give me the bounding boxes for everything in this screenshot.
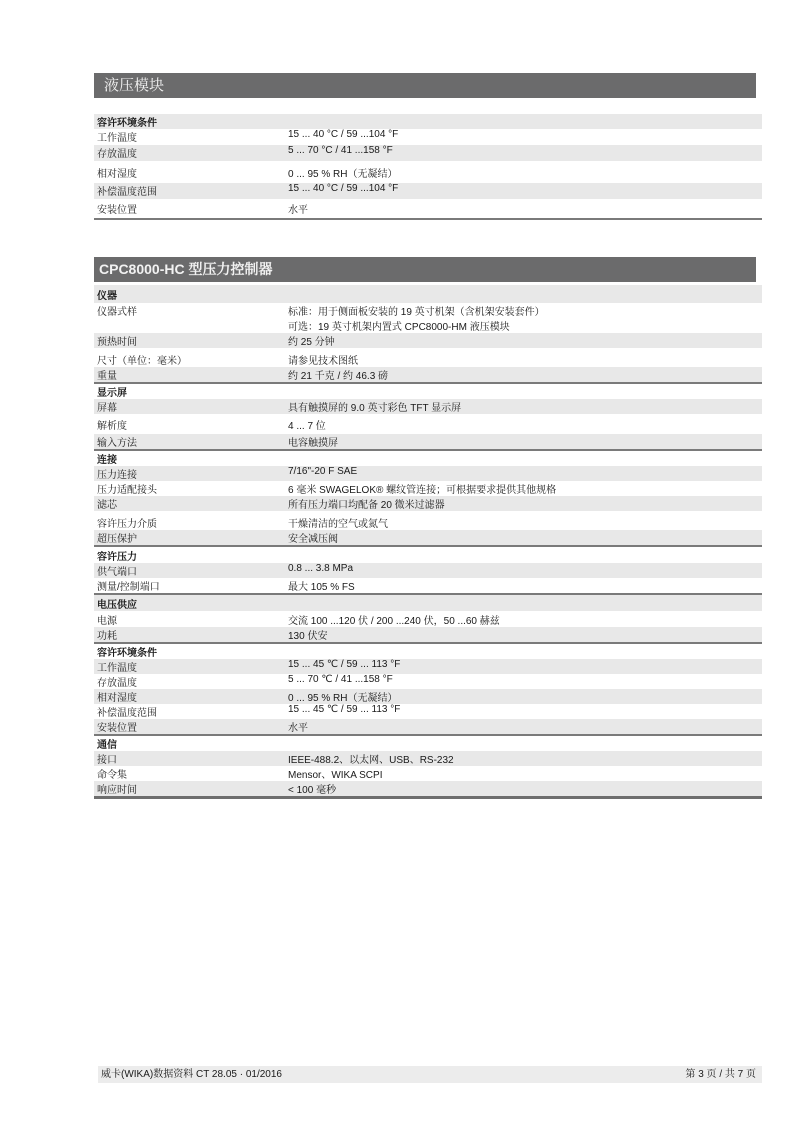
table-row: [94, 496, 762, 511]
spec-label: 响应时间: [94, 781, 285, 798]
spec-value: 15 ... 45 ℃ / 59 ... 113 °F: [285, 659, 762, 674]
spec-value: Mensor、WIKA SCPI: [288, 770, 383, 781]
table-row: [94, 781, 762, 798]
spec-label: 仪器式样: [97, 307, 137, 318]
table-row: [94, 674, 762, 689]
table-row: [94, 611, 762, 627]
spec-label: 压力适配接头: [97, 485, 157, 496]
group-title: 容许压力: [97, 551, 137, 563]
group-header-row: [94, 546, 762, 563]
group-header-row: [94, 285, 762, 303]
table-row: [94, 303, 762, 333]
group-header-row: [94, 735, 762, 751]
page-footer: [98, 1066, 762, 1083]
spec-value: 交流 100 ...120 伏 / 200 ...240 伏，50 ...60 赫兹: [288, 615, 500, 627]
spec-value: 15 ... 40 °C / 59 ...104 °F: [285, 183, 762, 199]
spec-value: 水平: [285, 199, 762, 219]
table-row: [94, 511, 762, 530]
spec-value: 约 21 千克 / 约 46.3 磅: [285, 367, 762, 383]
table-row: [94, 530, 762, 546]
hydraulic-module-spec-table: [94, 114, 762, 220]
spec-label: 滤芯: [94, 496, 285, 511]
spec-value: 具有触摸屏的 9.0 英寸彩色 TFT 显示屏: [285, 399, 762, 414]
group-header-row: [94, 643, 762, 659]
spec-value: 约 25 分钟: [285, 333, 762, 348]
spec-value: 130 伏安: [285, 627, 762, 643]
spec-label: 工作温度: [97, 133, 137, 144]
table-row: [94, 578, 762, 594]
table-row: [94, 466, 762, 481]
spec-value: 5 ... 70 ℃ / 41 ...158 °F: [288, 674, 393, 685]
group-title: 容许环境条件: [97, 648, 157, 659]
table-row: [94, 333, 762, 348]
spec-label: 存放温度: [97, 678, 137, 689]
spec-label: 解析度: [97, 420, 127, 432]
table-row: [94, 129, 762, 145]
spec-label: 容许压力介质: [97, 519, 157, 530]
spec-value: 6 毫米 SWAGELOK® 螺纹管连接；可根据要求提供其他规格: [288, 485, 557, 496]
spec-label: 安装位置: [94, 719, 285, 735]
footer-document-id: 威卡(WIKA)数据资料 CT 28.05 · 01/2016: [101, 1069, 282, 1080]
spec-value: 15 ... 45 ℃ / 59 ... 113 °F: [288, 704, 401, 715]
spec-value: 所有压力端口均配备 20 微米过滤器: [285, 496, 762, 511]
spec-label: 测量/控制端口: [94, 578, 285, 594]
spec-label: 电源: [97, 615, 117, 627]
spec-value: 0 ... 95 % RH（无凝结）: [285, 689, 762, 704]
spec-value: 电容触摸屏: [285, 434, 762, 450]
group-header-row: [94, 383, 762, 399]
spec-label: 压力连接: [94, 466, 285, 481]
spec-value: 安全减压阀: [285, 530, 762, 546]
spec-label: 相对湿度: [94, 689, 285, 704]
table-row: [94, 766, 762, 781]
spec-value: 7/16"-20 F SAE: [285, 466, 762, 481]
spec-value: < 100 毫秒: [285, 781, 762, 798]
spec-value: 水平: [285, 719, 762, 735]
spec-label: 功耗: [94, 627, 285, 643]
section-title-hydraulic-module: 液压模块: [94, 73, 756, 98]
spec-value-line: 标准：用于侧面板安装的 19 英寸机架（含机架安装套件）: [288, 307, 545, 318]
group-header-row: [94, 114, 762, 129]
group-title: 显示屏: [97, 388, 127, 399]
spec-label: 命令集: [97, 770, 127, 781]
spec-label: 安装位置: [94, 199, 285, 219]
table-row: [94, 627, 762, 643]
table-row: [94, 689, 762, 704]
controller-spec-table: [94, 285, 762, 799]
footer-page-number: 第 3 页 / 共 7 页: [685, 1069, 756, 1080]
spec-value: 5 ... 70 °C / 41 ...158 °F: [285, 145, 762, 161]
table-row: [94, 199, 762, 219]
group-title: 容许环境条件: [94, 114, 762, 129]
group-header-row: [94, 450, 762, 466]
table-row: [94, 481, 762, 496]
table-row: [94, 348, 762, 367]
spec-label: 补偿温度范围: [97, 708, 157, 719]
table-row: [94, 434, 762, 450]
group-title: 通信: [97, 740, 117, 751]
spec-label: 重量: [94, 367, 285, 383]
spec-label: 输入方法: [94, 434, 285, 450]
spec-label: 超压保护: [94, 530, 285, 546]
spec-value: 0.8 ... 3.8 MPa: [285, 563, 762, 578]
spec-value: 干燥清洁的空气或氮气: [288, 519, 388, 530]
spec-value: 0 ... 95 % RH（无凝结）: [288, 168, 398, 180]
group-title: 电压供应: [94, 594, 762, 611]
spec-value: 4 ... 7 位: [288, 420, 326, 432]
spec-value-line: 可选：19 英寸机架内置式 CPC8000-HM 液压模块: [288, 322, 510, 333]
spec-label: 接口: [94, 751, 285, 766]
table-row: [94, 414, 762, 434]
table-row: [94, 751, 762, 766]
spec-label: 预热时间: [94, 333, 285, 348]
spec-value: 请参见技术图纸: [288, 356, 358, 367]
spec-label: 尺寸（单位：毫米）: [97, 356, 187, 367]
section-title-controller: CPC8000-HC 型压力控制器: [94, 257, 756, 282]
table-row: [94, 367, 762, 383]
table-row: [94, 719, 762, 735]
group-title: 仪器: [94, 285, 762, 303]
spec-value: IEEE-488.2、以太网、USB、RS-232: [285, 751, 762, 766]
table-row: [94, 399, 762, 414]
spec-label: 工作温度: [94, 659, 285, 674]
spec-value: 最大 105 % FS: [285, 578, 762, 594]
spec-label: 存放温度: [94, 145, 285, 161]
table-row: [94, 563, 762, 578]
spec-label: 供气端口: [94, 563, 285, 578]
group-title: 连接: [97, 455, 117, 466]
spec-label: 屏幕: [94, 399, 285, 414]
spec-label: 相对湿度: [97, 168, 137, 180]
spec-value: [285, 303, 762, 333]
table-row: [94, 183, 762, 199]
spec-value: 15 ... 40 °C / 59 ...104 °F: [288, 129, 399, 140]
spec-label: 补偿温度范围: [94, 183, 285, 199]
table-row: [94, 161, 762, 183]
table-row: [94, 659, 762, 674]
group-header-row: [94, 594, 762, 611]
table-row: [94, 145, 762, 161]
table-row: [94, 704, 762, 719]
